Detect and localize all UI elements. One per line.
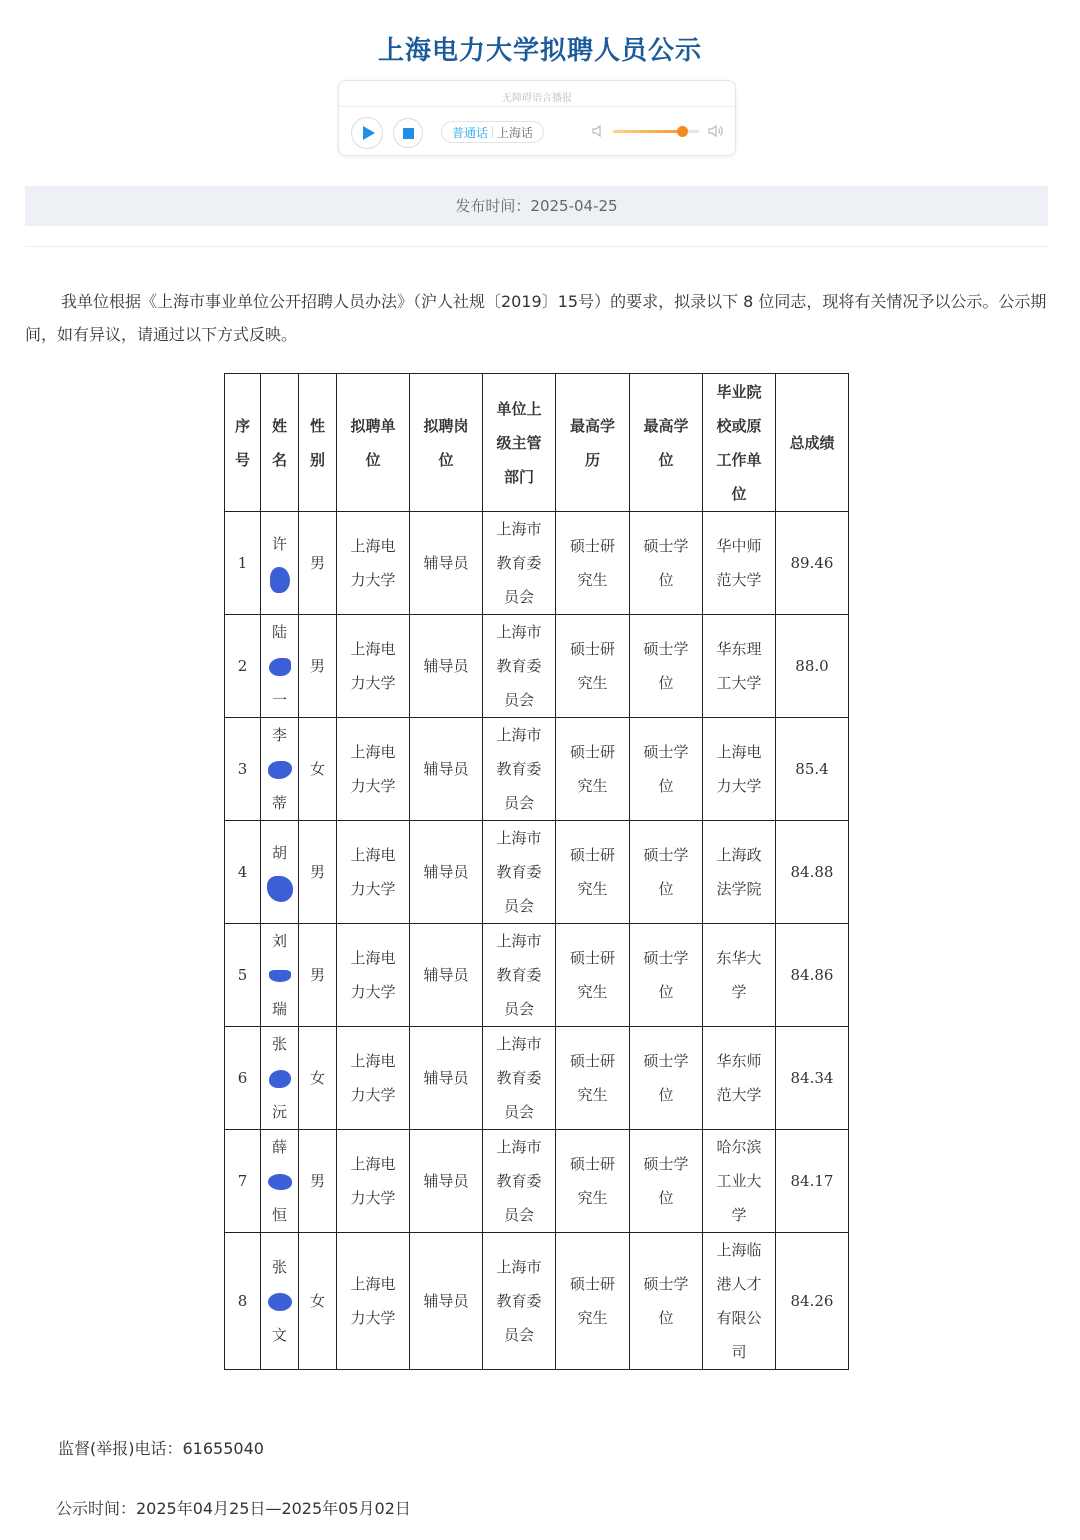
header-cell: 单位上级主管部门	[483, 374, 556, 512]
volume-slider[interactable]	[613, 130, 699, 133]
cell-no: 8	[225, 1233, 261, 1370]
table-row	[225, 924, 849, 1027]
table-row	[225, 821, 849, 924]
cell-school: 东华大学	[703, 924, 776, 1027]
header-cell: 最高学历	[556, 374, 630, 512]
divider	[25, 246, 1048, 247]
cell-no: 5	[225, 924, 261, 1027]
intro-paragraph: 我单位根据《上海市事业单位公开招聘人员办法》（沪人社规〔2019〕15号）的要求，拟录以下 8 位同志，现将有关情况予以公示。公示期间，如有异议，请通过以下方式反映。	[25, 292, 1047, 344]
page-title: 上海电力大学拟聘人员公示	[377, 36, 702, 66]
cell-unit: 上海电力大学	[337, 1130, 410, 1233]
volume-slider-knob[interactable]	[677, 126, 688, 137]
cell-unit: 上海电力大学	[337, 718, 410, 821]
cell-degree: 硕士学位	[630, 718, 703, 821]
redaction-mark	[267, 876, 293, 902]
cell-name: 许	[261, 512, 299, 615]
cell-gender: 女	[299, 1233, 337, 1370]
cell-gender: 男	[299, 512, 337, 615]
cell-school: 上海电力大学	[703, 718, 776, 821]
cell-edu: 硕士研究生	[556, 821, 630, 924]
cell-score: 88.0	[776, 615, 849, 718]
publish-date: 2025-04-25	[530, 197, 618, 215]
cell-dept: 上海市教育委员会	[483, 924, 556, 1027]
cell-no: 4	[225, 821, 261, 924]
play-button[interactable]	[351, 117, 383, 149]
cell-dept: 上海市教育委员会	[483, 1027, 556, 1130]
stop-button[interactable]	[393, 118, 423, 148]
cell-post: 辅导员	[410, 1027, 483, 1130]
redaction-mark	[268, 761, 292, 779]
cell-post: 辅导员	[410, 512, 483, 615]
publicity-period: 公示时间：2025年04月25日—2025年05月02日	[56, 1499, 411, 1518]
cell-dept: 上海市教育委员会	[483, 821, 556, 924]
cell-no: 7	[225, 1130, 261, 1233]
header-cell: 序号	[225, 374, 261, 512]
stop-icon	[403, 128, 414, 139]
cell-degree: 硕士学位	[630, 821, 703, 924]
cell-unit: 上海电力大学	[337, 821, 410, 924]
candidate-table	[224, 373, 849, 1370]
contact-phone: 监督(举报)电话：61655040	[58, 1439, 264, 1458]
cell-name: 陆 一	[261, 615, 299, 718]
cell-degree: 硕士学位	[630, 1233, 703, 1370]
cell-unit: 上海电力大学	[337, 924, 410, 1027]
cell-school: 华东师范大学	[703, 1027, 776, 1130]
cell-school: 哈尔滨工业大学	[703, 1130, 776, 1233]
cell-edu: 硕士研究生	[556, 615, 630, 718]
cell-name: 李 蒂	[261, 718, 299, 821]
cell-degree: 硕士学位	[630, 1027, 703, 1130]
lang-shanghainese[interactable]: 上海话	[497, 125, 534, 140]
cell-degree: 硕士学位	[630, 615, 703, 718]
cell-edu: 硕士研究生	[556, 1027, 630, 1130]
cell-school: 上海临港人才有限公司	[703, 1233, 776, 1370]
cell-gender: 女	[299, 1027, 337, 1130]
cell-unit: 上海电力大学	[337, 1233, 410, 1370]
cell-score: 84.17	[776, 1130, 849, 1233]
cell-dept: 上海市教育委员会	[483, 1130, 556, 1233]
cell-post: 辅导员	[410, 924, 483, 1027]
lang-mandarin[interactable]: 普通话	[452, 125, 489, 140]
cell-edu: 硕士研究生	[556, 1130, 630, 1233]
header-cell: 总成绩	[776, 374, 849, 512]
volume-high-icon[interactable]	[707, 124, 725, 138]
table-row	[225, 1027, 849, 1130]
cell-dept: 上海市教育委员会	[483, 512, 556, 615]
cell-score: 84.88	[776, 821, 849, 924]
redaction-mark	[269, 970, 291, 982]
cell-gender: 男	[299, 1130, 337, 1233]
publish-label: 发布时间：	[455, 197, 531, 215]
header-cell: 姓名	[261, 374, 299, 512]
redaction-mark	[269, 1070, 291, 1088]
cell-unit: 上海电力大学	[337, 512, 410, 615]
cell-dept: 上海市教育委员会	[483, 718, 556, 821]
header-cell: 毕业院校或原工作单位	[703, 374, 776, 512]
play-icon	[363, 126, 375, 140]
cell-name: 张 文	[261, 1233, 299, 1370]
cell-dept: 上海市教育委员会	[483, 615, 556, 718]
cell-dept: 上海市教育委员会	[483, 1233, 556, 1370]
cell-gender: 女	[299, 718, 337, 821]
cell-score: 84.86	[776, 924, 849, 1027]
redaction-mark	[268, 1174, 292, 1190]
cell-score: 84.34	[776, 1027, 849, 1130]
cell-name: 胡	[261, 821, 299, 924]
table-row	[225, 512, 849, 615]
table-header-row	[225, 374, 849, 512]
cell-post: 辅导员	[410, 821, 483, 924]
cell-degree: 硕士学位	[630, 924, 703, 1027]
cell-post: 辅导员	[410, 718, 483, 821]
cell-name: 张 沅	[261, 1027, 299, 1130]
cell-no: 3	[225, 718, 261, 821]
header-cell: 最高学位	[630, 374, 703, 512]
table-row	[225, 615, 849, 718]
table-row	[225, 1233, 849, 1370]
cell-name: 薛 恒	[261, 1130, 299, 1233]
cell-post: 辅导员	[410, 615, 483, 718]
redaction-mark	[270, 567, 290, 593]
cell-edu: 硕士研究生	[556, 512, 630, 615]
header-cell: 拟聘岗位	[410, 374, 483, 512]
cell-gender: 男	[299, 821, 337, 924]
audio-player	[338, 80, 736, 156]
cell-no: 6	[225, 1027, 261, 1130]
cell-score: 89.46	[776, 512, 849, 615]
cell-score: 85.4	[776, 718, 849, 821]
cell-name: 刘 瑞	[261, 924, 299, 1027]
cell-edu: 硕士研究生	[556, 1233, 630, 1370]
cell-score: 84.26	[776, 1233, 849, 1370]
cell-gender: 男	[299, 924, 337, 1027]
header-cell: 性别	[299, 374, 337, 512]
cell-no: 1	[225, 512, 261, 615]
cell-edu: 硕士研究生	[556, 718, 630, 821]
volume-slider-fill	[613, 130, 682, 133]
table-row	[225, 718, 849, 821]
volume-low-icon[interactable]	[591, 124, 605, 138]
cell-post: 辅导员	[410, 1130, 483, 1233]
cell-degree: 硕士学位	[630, 1130, 703, 1233]
header-cell: 拟聘单位	[337, 374, 410, 512]
cell-degree: 硕士学位	[630, 512, 703, 615]
table-row	[225, 1130, 849, 1233]
redaction-mark	[269, 658, 291, 676]
player-caption: 无障碍语言播报	[502, 93, 572, 104]
redaction-mark	[268, 1293, 292, 1311]
cell-unit: 上海电力大学	[337, 1027, 410, 1130]
cell-edu: 硕士研究生	[556, 924, 630, 1027]
cell-school: 上海政法学院	[703, 821, 776, 924]
language-switch	[441, 121, 544, 143]
cell-no: 2	[225, 615, 261, 718]
cell-post: 辅导员	[410, 1233, 483, 1370]
cell-school: 华东理工大学	[703, 615, 776, 718]
cell-unit: 上海电力大学	[337, 615, 410, 718]
cell-gender: 男	[299, 615, 337, 718]
player-divider	[339, 106, 735, 107]
publish-date-bar	[25, 186, 1048, 226]
cell-school: 华中师范大学	[703, 512, 776, 615]
